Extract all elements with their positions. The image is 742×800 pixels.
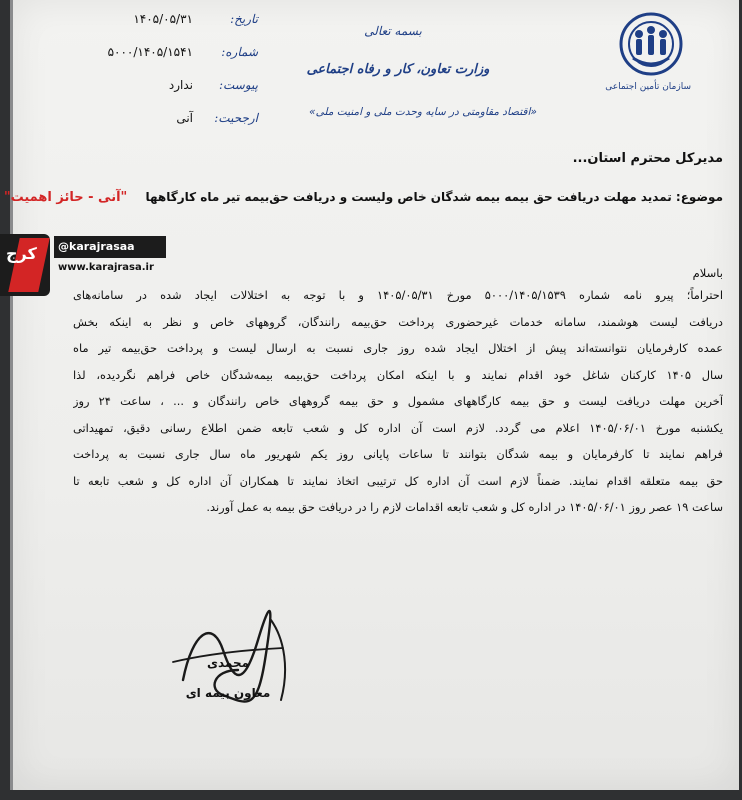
meta-number-row	[73, 45, 258, 69]
priority-value: آنی	[176, 111, 193, 125]
meta-priority-row	[73, 111, 258, 135]
date-value: ۱۴۰۵/۰۵/۳۱	[133, 12, 193, 26]
signatory-name: محمدی	[206, 656, 250, 670]
letter-meta	[73, 12, 258, 144]
ministry-name: وزارت تعاون، کار و رفاه اجتماعی	[306, 62, 490, 77]
attachment-value: ندارد	[168, 78, 193, 92]
body-line: سال ۱۴۰۵ کارکنان شاغل خود اقدام نمایند و با اینکه امکان پرداخت حق‌بیمه بیمه‌شدگان خاص فراهم نگردیده، لذا	[73, 367, 723, 382]
priority-label: ارجحیت:	[214, 111, 258, 125]
letter-body	[73, 282, 723, 521]
signatory-title: معاون بیمه ای	[185, 686, 271, 700]
body-line: آخرین مهلت دریافت لیست و حق بیمه کارگاههای مشمول و حق بیمه گروههای خاص رانندگان و ... ، ساعت ۲۴ روز	[73, 394, 723, 408]
body-line: یکشنبه مورخ ۱۴۰۵/۰۶/۰۱ اعلام می گردد. لازم است آن اداره کل و شعب تابعه ضمن اطلاع رسانی دقیق، تمهیداتی	[73, 420, 723, 435]
subject-line	[4, 190, 723, 205]
attachment-label: پیوست:	[218, 78, 258, 92]
karajrasa-watermark	[0, 232, 170, 298]
body-line: دریافت لیست هوشمند، سامانه خدمات غیرحضوری پرداخت حق‌بیمه رانندگان، گروههای خاص و نظر به اینکه بخش	[73, 314, 723, 329]
greeting: باسلام	[692, 266, 723, 280]
bismillah-heading: بسمه تعالی	[364, 24, 422, 38]
org-logo	[605, 12, 691, 92]
urgent-note: "آنی - حائز اهمیت"	[3, 190, 128, 205]
body-line: فراهم نمایند تا کارفرمایان و بیمه شدگان بتوانند تا ساعات پایانی روز یکم شهریور ماه سال جاری نسبت به پرداخت	[73, 447, 723, 461]
karajrasa-logo	[0, 234, 50, 296]
body-line: احتراماً؛ پیرو نامه شماره ۵۰۰۰/۱۴۰۵/۱۵۳۹ مورخ ۱۴۰۵/۰۵/۳۱ و با توجه به اختلالات ایجاد شده در سامانه‌های	[73, 288, 723, 302]
meta-date-row	[73, 12, 258, 36]
meta-attachment-row	[73, 78, 258, 102]
addressee: مدیرکل محترم استان...	[572, 151, 723, 166]
social-handle: @karajrasaa	[54, 236, 166, 258]
letter-sheet	[3, 0, 739, 790]
body-line: عمده کارفرمایان نتوانسته‌اند پیش از اختلال ایجاد شده روز جاری نسبت به ارسال لیست و پرداخت حق‌بیمه تیر ماه	[73, 341, 723, 355]
date-label: تاریخ:	[230, 12, 258, 26]
subject-text: موضوع: تمدید مهلت دریافت حق بیمه بیمه شدگان خاص ولیست و دریافت حق‌بیمه تیر ماه کارگاهها	[145, 190, 723, 204]
karajrasa-logo-text: کرج	[6, 244, 37, 263]
body-line: حق بیمه متعلقه اقدام نمایند. ضمناً لازم است آن اداره کل ترتیبی اتخاذ نمایند تا همکاران آن اداره کل و شعب تابعه تا	[73, 473, 723, 488]
org-caption: سازمان تأمین اجتماعی	[605, 82, 691, 92]
number-value: ۵۰۰۰/۱۴۰۵/۱۵۴۱	[107, 45, 193, 59]
website-url: www.karajrasa.ir	[58, 262, 154, 273]
motto-line: «اقتصاد مقاومتی در سایه وحدت ملی و امنیت ملی»	[309, 106, 537, 118]
social-security-emblem-icon	[619, 12, 683, 76]
number-label: شماره:	[221, 45, 258, 59]
body-line: ساعت ۱۹ عصر روز ۱۴۰۵/۰۶/۰۱ در اداره کل و شعب تابعه اقدامات لازم را در دریافت حق بیمه به عمل آورند.	[206, 500, 723, 514]
